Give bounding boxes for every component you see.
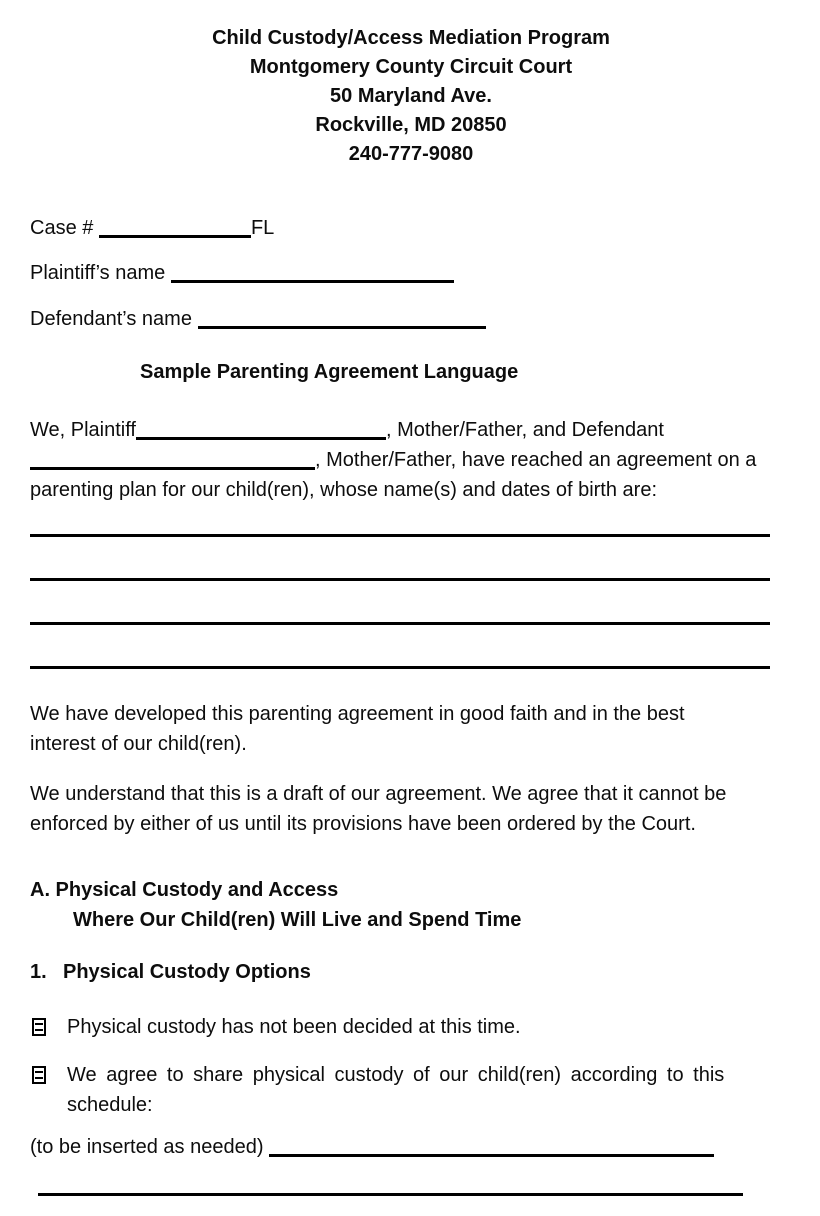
good-faith-line-1: We have developed this parenting agreement in good faith and in the best	[30, 703, 685, 725]
header-city-state-zip: Rockville, MD 20850	[315, 114, 507, 136]
header-program-name: Child Custody/Access Mediation Program	[212, 27, 610, 49]
case-number-suffix: FL	[250, 217, 275, 239]
insert-note-row	[30, 1132, 792, 1162]
document-title: Sample Parenting Agreement Language	[140, 361, 519, 383]
case-number-input-line[interactable]	[99, 224, 251, 238]
intro-line-1-prefix: We, Plaintiff	[30, 419, 136, 441]
intro-paragraph	[30, 415, 792, 505]
draft-note-line-2: enforced by either of us until its provisions have been ordered by the Court.	[30, 813, 696, 835]
custody-option-1-label: Physical custody has not been decided at this time.	[67, 1016, 521, 1038]
intro-line-2	[30, 445, 792, 475]
item-1-title: Physical Custody Options	[63, 961, 311, 983]
good-faith-line-2: interest of our child(ren).	[30, 733, 247, 755]
defendant-name-input-line[interactable]	[198, 315, 486, 329]
children-names-line-4[interactable]	[30, 666, 770, 669]
intro-line-1-suffix: , Mother/Father, and Defendant	[385, 419, 664, 441]
intro-line-1	[30, 415, 792, 445]
intro-defendant-input-line[interactable]	[30, 456, 315, 470]
checkbox-icon[interactable]	[32, 1018, 46, 1036]
good-faith-paragraph	[30, 699, 792, 759]
draft-note-paragraph	[30, 779, 792, 839]
intro-line-3: parenting plan for our child(ren), whose name(s) and dates of birth are:	[30, 479, 658, 501]
header-court-name: Montgomery County Circuit Court	[249, 56, 573, 78]
item-1-heading	[30, 957, 792, 987]
custody-option-2	[30, 1060, 792, 1120]
schedule-continuation-line[interactable]	[38, 1193, 743, 1196]
schedule-input-line[interactable]	[269, 1143, 714, 1157]
insert-note-label: (to be inserted as needed)	[30, 1136, 264, 1158]
section-a-heading-block	[30, 875, 792, 935]
children-names-line-3[interactable]	[30, 622, 770, 625]
children-names-line-1[interactable]	[30, 534, 770, 537]
header-street-address: 50 Maryland Ave.	[330, 85, 492, 107]
draft-note-line-1: We understand that this is a draft of our agreement. We agree that it cannot be	[30, 783, 727, 805]
custody-option-2-line-1: We agree to share physical custody of our child(ren) according to this	[67, 1064, 725, 1086]
plaintiff-name-input-line[interactable]	[171, 269, 454, 283]
plaintiff-name-field	[30, 258, 792, 288]
defendant-name-label: Defendant’s name	[30, 308, 192, 330]
custody-option-1	[30, 1012, 792, 1042]
document-header	[30, 24, 792, 169]
checkbox-icon[interactable]	[32, 1066, 46, 1084]
header-phone-number: 240-777-9080	[348, 143, 474, 165]
section-a-subheading: Where Our Child(ren) Will Live and Spend Time	[73, 909, 522, 931]
defendant-name-field	[30, 304, 792, 334]
children-names-line-2[interactable]	[30, 578, 770, 581]
case-number-label: Case #	[30, 217, 94, 239]
intro-line-2-suffix: , Mother/Father, have reached an agreement on a	[315, 449, 757, 471]
custody-option-2-line-2: schedule:	[67, 1094, 153, 1116]
plaintiff-name-label: Plaintiff’s name	[30, 262, 166, 284]
item-1-number: 1.	[30, 961, 47, 983]
intro-plaintiff-input-line[interactable]	[136, 426, 386, 440]
case-number-field	[30, 213, 792, 243]
section-a-heading: A. Physical Custody and Access	[30, 879, 339, 901]
